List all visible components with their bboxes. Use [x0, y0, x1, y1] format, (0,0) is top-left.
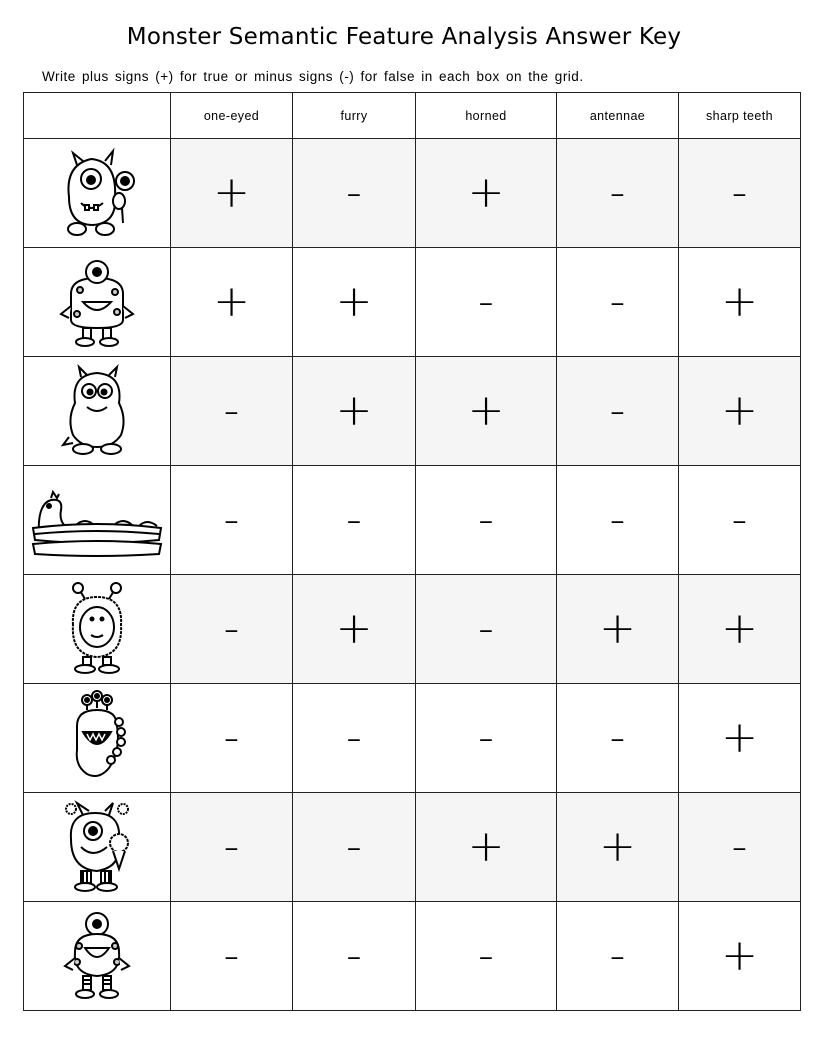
feature-grid	[23, 92, 801, 1011]
answer-sign: -	[223, 603, 240, 654]
monster-picture-cell	[24, 902, 171, 1011]
monster-picture-cell	[24, 466, 171, 575]
monster-icon	[47, 799, 147, 895]
answer-cell	[171, 793, 293, 902]
answer-sign: -	[478, 603, 494, 654]
answer-cell	[293, 793, 416, 902]
answer-sign: -	[609, 712, 626, 763]
answer-cell	[171, 139, 293, 248]
monster-picture-cell	[24, 139, 171, 248]
answer-cell	[171, 248, 293, 357]
answer-sign: -	[731, 821, 748, 872]
answer-cell	[416, 684, 557, 793]
answer-sign: -	[223, 385, 240, 436]
answer-sign: -	[223, 494, 240, 545]
monster-icon	[47, 145, 147, 241]
answer-cell	[416, 139, 557, 248]
monster-icon	[47, 254, 147, 350]
answer-sign: -	[731, 494, 748, 545]
answer-cell	[679, 684, 801, 793]
table-row	[24, 684, 801, 793]
answer-cell	[679, 575, 801, 684]
answer-sign: +	[721, 930, 758, 981]
answer-sign: -	[609, 276, 626, 327]
table-row	[24, 466, 801, 575]
answer-cell	[293, 248, 416, 357]
table-row	[24, 248, 801, 357]
answer-cell	[679, 139, 801, 248]
table-row	[24, 793, 801, 902]
monster-picture-cell	[24, 357, 171, 466]
answer-sign: +	[467, 167, 505, 218]
monster-icon	[47, 581, 147, 677]
monster-picture-cell	[24, 684, 171, 793]
answer-sign: -	[478, 276, 494, 327]
monster-icon	[47, 908, 147, 1004]
answer-sign: -	[223, 930, 240, 981]
column-header: one-eyed	[171, 93, 293, 139]
header-blank	[24, 93, 171, 139]
answer-sign: +	[721, 385, 758, 436]
answer-sign: +	[599, 603, 636, 654]
answer-cell	[416, 248, 557, 357]
answer-cell	[557, 902, 679, 1011]
answer-sign: +	[721, 276, 758, 327]
header-row	[24, 93, 801, 139]
answer-cell	[416, 357, 557, 466]
answer-cell	[679, 466, 801, 575]
answer-sign: -	[478, 494, 494, 545]
page-title: Monster Semantic Feature Analysis Answer Key	[126, 24, 682, 50]
answer-cell	[416, 466, 557, 575]
answer-sign: +	[721, 603, 758, 654]
answer-sign: +	[467, 821, 505, 872]
answer-cell	[171, 684, 293, 793]
answer-cell	[557, 466, 679, 575]
answer-cell	[416, 793, 557, 902]
answer-cell	[171, 466, 293, 575]
answer-cell	[293, 466, 416, 575]
column-header: horned	[416, 93, 557, 139]
answer-sign: -	[223, 712, 240, 763]
answer-cell	[416, 575, 557, 684]
instructions-text: Write plus signs (+) for true or minus signs (-) for false in each box on the grid.	[42, 69, 584, 84]
answer-sign: -	[609, 167, 626, 218]
table-row	[24, 357, 801, 466]
monster-icon	[47, 363, 147, 459]
answer-cell	[293, 575, 416, 684]
answer-cell	[557, 139, 679, 248]
answer-cell	[557, 575, 679, 684]
answer-cell	[557, 357, 679, 466]
answer-cell	[679, 248, 801, 357]
answer-sign: -	[346, 930, 362, 981]
answer-sign: +	[335, 276, 373, 327]
answer-sign: -	[478, 712, 494, 763]
table-row	[24, 902, 801, 1011]
answer-sign: -	[346, 494, 362, 545]
monster-picture-cell	[24, 793, 171, 902]
answer-sign: -	[346, 821, 362, 872]
answer-sign: -	[223, 821, 240, 872]
answer-sign: -	[478, 930, 494, 981]
answer-sign: -	[609, 385, 626, 436]
monster-picture-cell	[24, 248, 171, 357]
answer-sign: -	[609, 494, 626, 545]
answer-sign: +	[335, 603, 373, 654]
answer-sign: +	[335, 385, 373, 436]
answer-cell	[679, 357, 801, 466]
answer-sign: -	[731, 167, 748, 218]
answer-cell	[557, 793, 679, 902]
answer-cell	[679, 902, 801, 1011]
answer-sign: +	[721, 712, 758, 763]
answer-sign: +	[213, 276, 250, 327]
answer-sign: -	[346, 167, 362, 218]
answer-cell	[171, 575, 293, 684]
answer-cell	[293, 357, 416, 466]
column-header: furry	[293, 93, 416, 139]
table-row	[24, 575, 801, 684]
column-header: sharp teeth	[679, 93, 801, 139]
monster-icon	[47, 690, 147, 786]
table-row	[24, 139, 801, 248]
answer-cell	[679, 793, 801, 902]
monster-picture-cell	[24, 575, 171, 684]
answer-sign: +	[599, 821, 636, 872]
answer-sign: -	[346, 712, 362, 763]
column-header: antennae	[557, 93, 679, 139]
sea-serpent-icon	[29, 480, 165, 560]
answer-cell	[293, 684, 416, 793]
answer-sign: -	[609, 930, 626, 981]
answer-cell	[293, 902, 416, 1011]
answer-cell	[416, 902, 557, 1011]
answer-cell	[171, 902, 293, 1011]
answer-cell	[171, 357, 293, 466]
answer-cell	[557, 684, 679, 793]
answer-sign: +	[213, 167, 250, 218]
answer-cell	[293, 139, 416, 248]
answer-cell	[557, 248, 679, 357]
answer-sign: +	[467, 385, 505, 436]
